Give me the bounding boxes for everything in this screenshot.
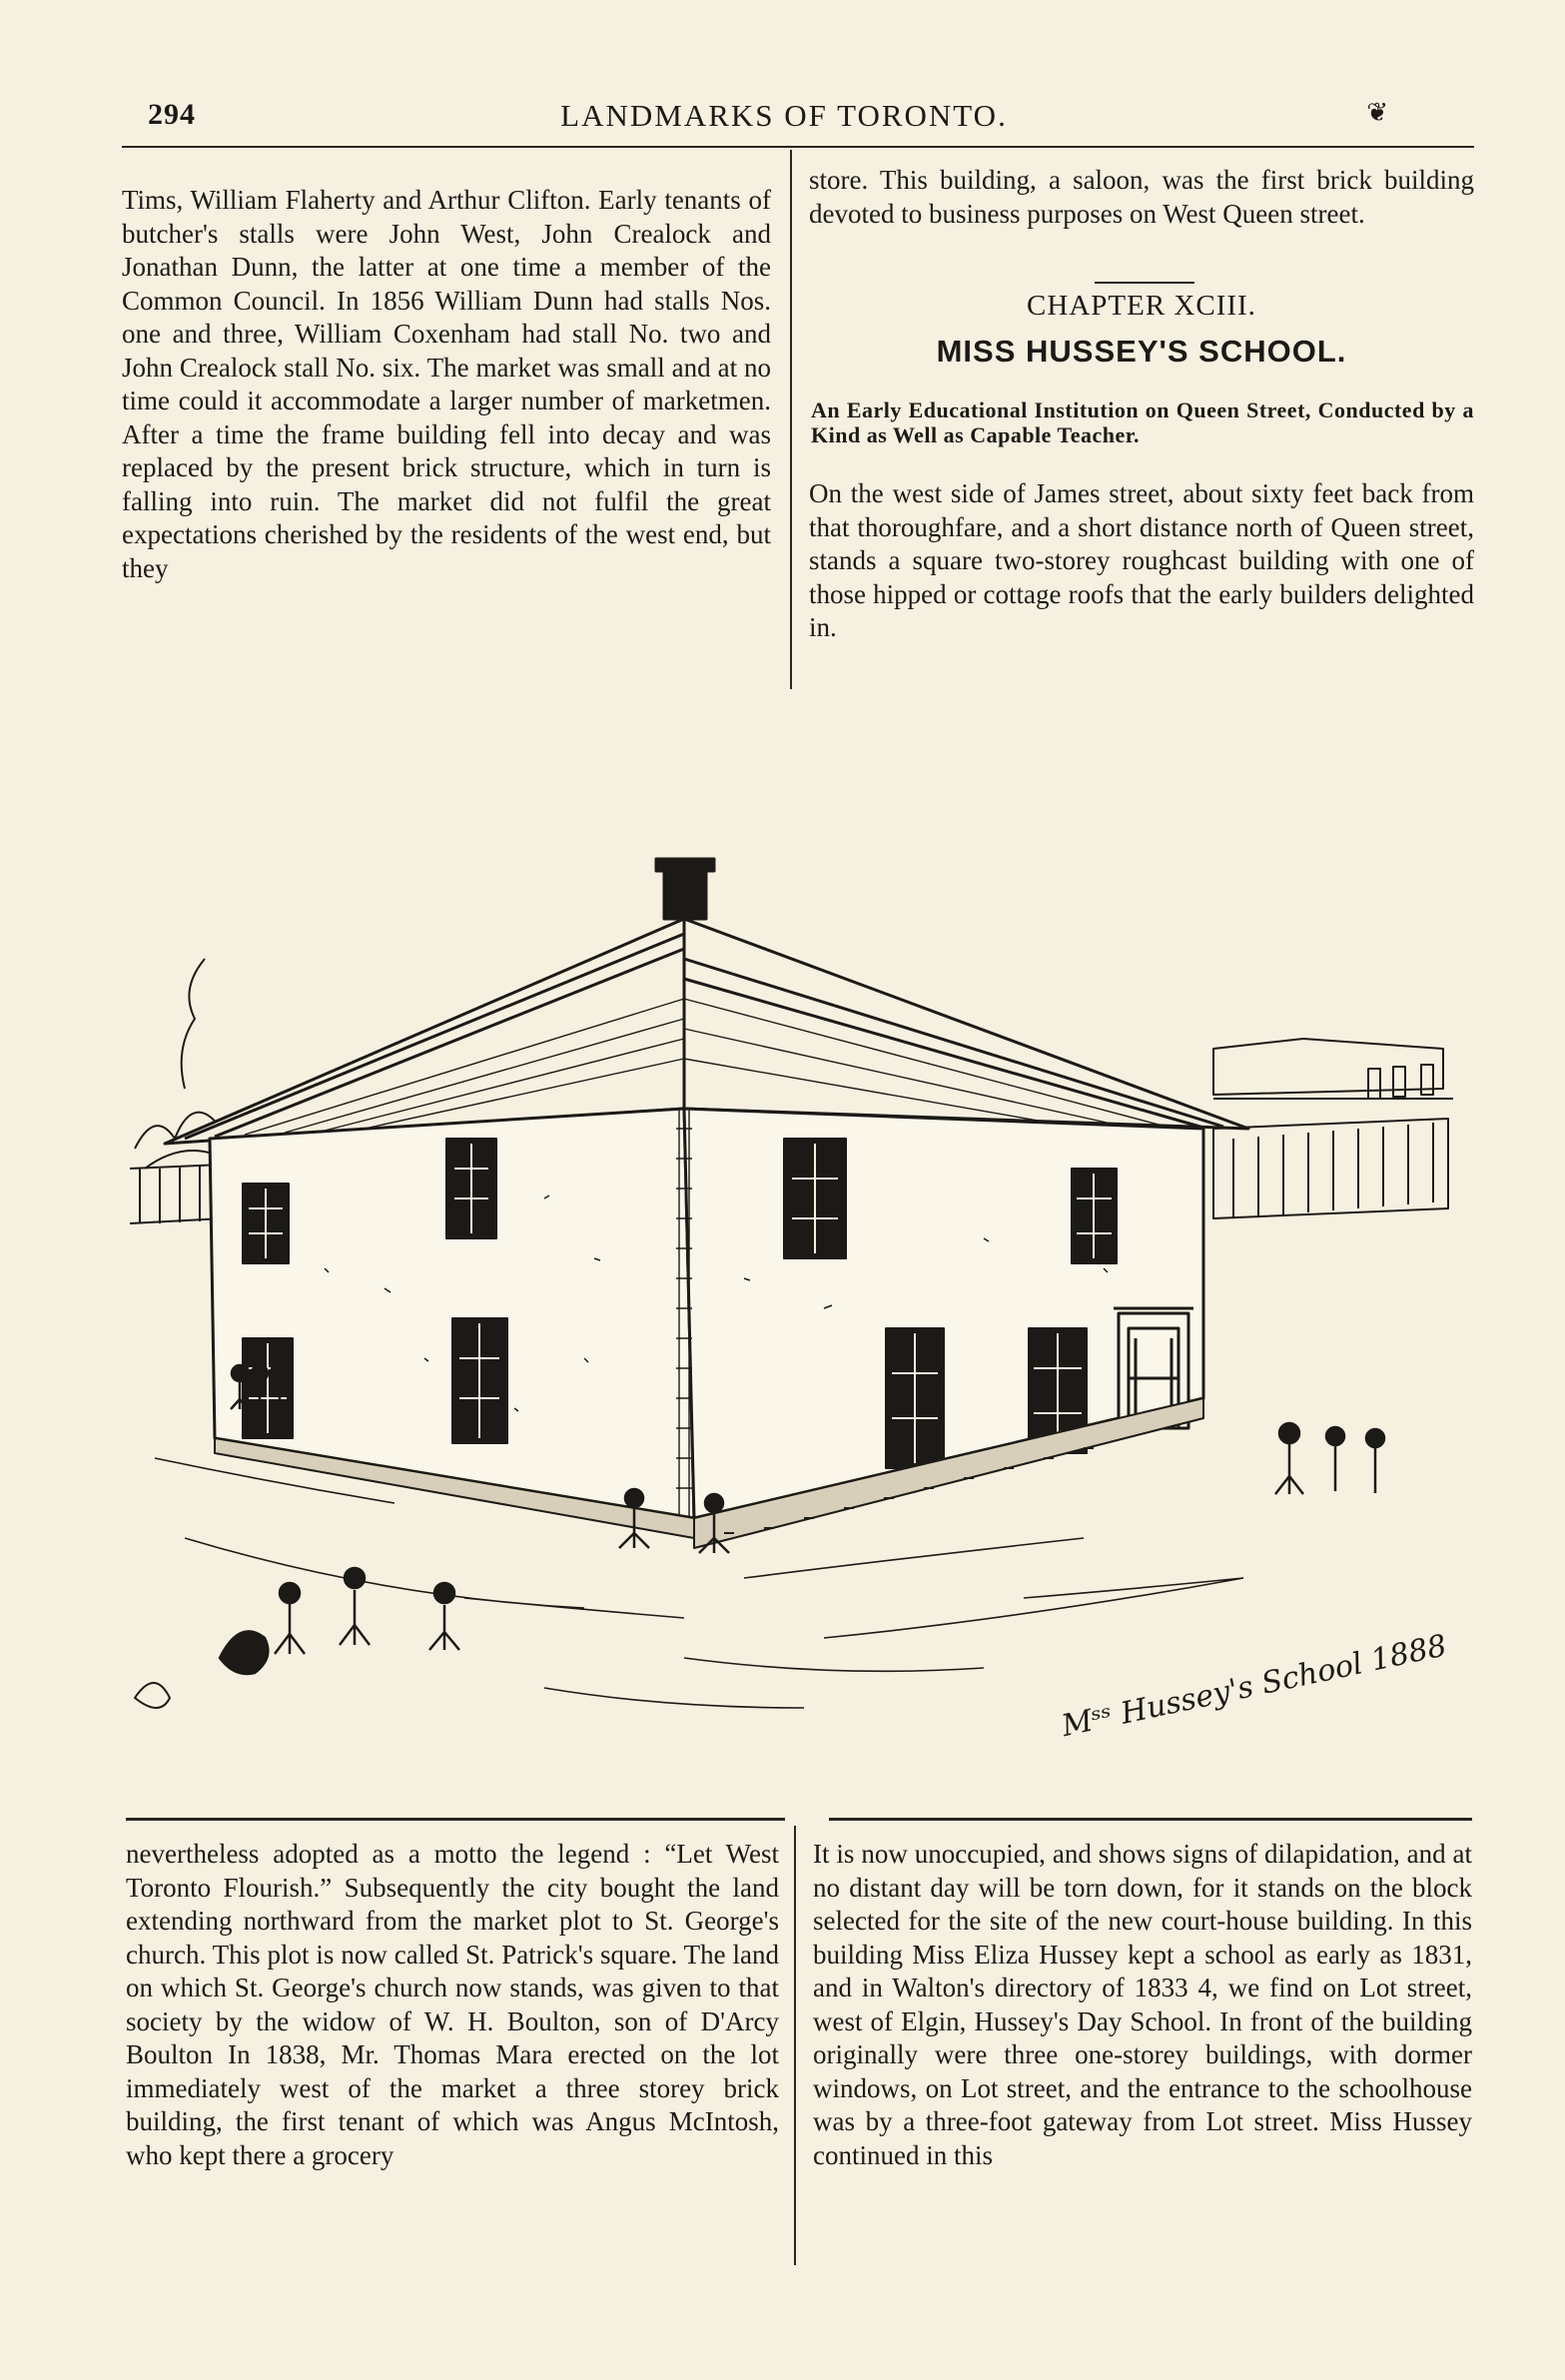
- running-title: LANDMARKS OF TORONTO.: [560, 98, 1008, 133]
- column-bottom-left: [126, 1838, 779, 2172]
- running-head: [140, 98, 1428, 144]
- ornament-icon: ❦: [1366, 98, 1388, 127]
- column-bottom-right: [813, 1838, 1472, 2172]
- rule-bottom-left: [126, 1818, 785, 1821]
- margin-mark: [135, 1683, 170, 1708]
- column-divider-top: [790, 150, 792, 689]
- column-top-right: [809, 164, 1474, 231]
- rule-bottom-right: [829, 1818, 1472, 1821]
- paragraph-hussey-school: It is now unoccupied, and shows signs of dilapidation, and at no distant day will be torn down, for it stands on the block selected for the site of the new court-house building. In this building Miss Eliza Hussey kept a school as early as 1831, and in Walton's directory of 1833 4, we find on Lot street, west of Elgin, Hussey's Day School. In front of the building originally were three one-storey buildings, with dormer windows, on Lot street, and the entrance to the schoolhouse was by a three-foot gateway from Lot street. Miss Hussey continued in this: [813, 1839, 1472, 2170]
- paragraph-market-history: Tims, William Flaherty and Arthur Clifton. Early tenants of butcher's stalls were John West, John Crealock and Jonathan Dunn, the latter at one time a member of the Common Council. In 1856 William Dunn had stalls Nos. one and three, William Coxenham had stall No. two and John Crealock stall No. six. The market was small and at no time could it accommodate a larger number of marketmen. After a time the frame building fell into decay and was replaced by the present brick structure, which in turn is falling into ruin. The market did not fulfil the great expectations cherished by the residents of the west end, but they: [122, 185, 771, 583]
- paragraph-west-toronto: nevertheless adopted as a motto the legend : “Let West Toronto Flourish.” Subsequently the city bought the land extending northward from the market plot to St. George's church. This plot is now called St. Patrick's square. The land on which St. George's church now stands, was given to that society by the widow of W. H. Boulton, son of D'Arcy Boulton In 1838, Mr. Thomas Mara erected on the lot immediately west of the market a three storey brick building, the first tenant of which was Angus McIntosh, who kept there a grocery: [126, 1839, 779, 2170]
- chapter-title: MISS HUSSEY'S SCHOOL.: [936, 334, 1347, 369]
- chimney: [656, 859, 714, 919]
- school-building-illustration: [125, 839, 1468, 1788]
- paragraph-saloon: store. This building, a saloon, was the first brick building devoted to business purposes on West Queen street.: [809, 165, 1474, 229]
- chapter-opening: [809, 477, 1474, 645]
- header-rule: [122, 146, 1474, 148]
- column-top-left: [122, 184, 771, 585]
- column-divider-bottom: [794, 1826, 796, 2265]
- paragraph-chapter-opening: On the west side of James street, about sixty feet back from that thoroughfare, and a short distance north of Queen street, stands a square two-storey roughcast building with one of those hipped or cottage roofs that the early builders delighted in.: [809, 478, 1474, 642]
- chapter-subtitle: An Early Educational Institution on Queen Street, Conducted by a Kind as Well as Capable Teacher.: [811, 397, 1474, 447]
- illustration-caption: Mˢˢ Hussey's School 1888: [1059, 1628, 1450, 1745]
- page-number: 294: [148, 98, 196, 131]
- chapter-number: CHAPTER XCIII.: [1027, 290, 1256, 322]
- chapter-rule: [1095, 282, 1194, 284]
